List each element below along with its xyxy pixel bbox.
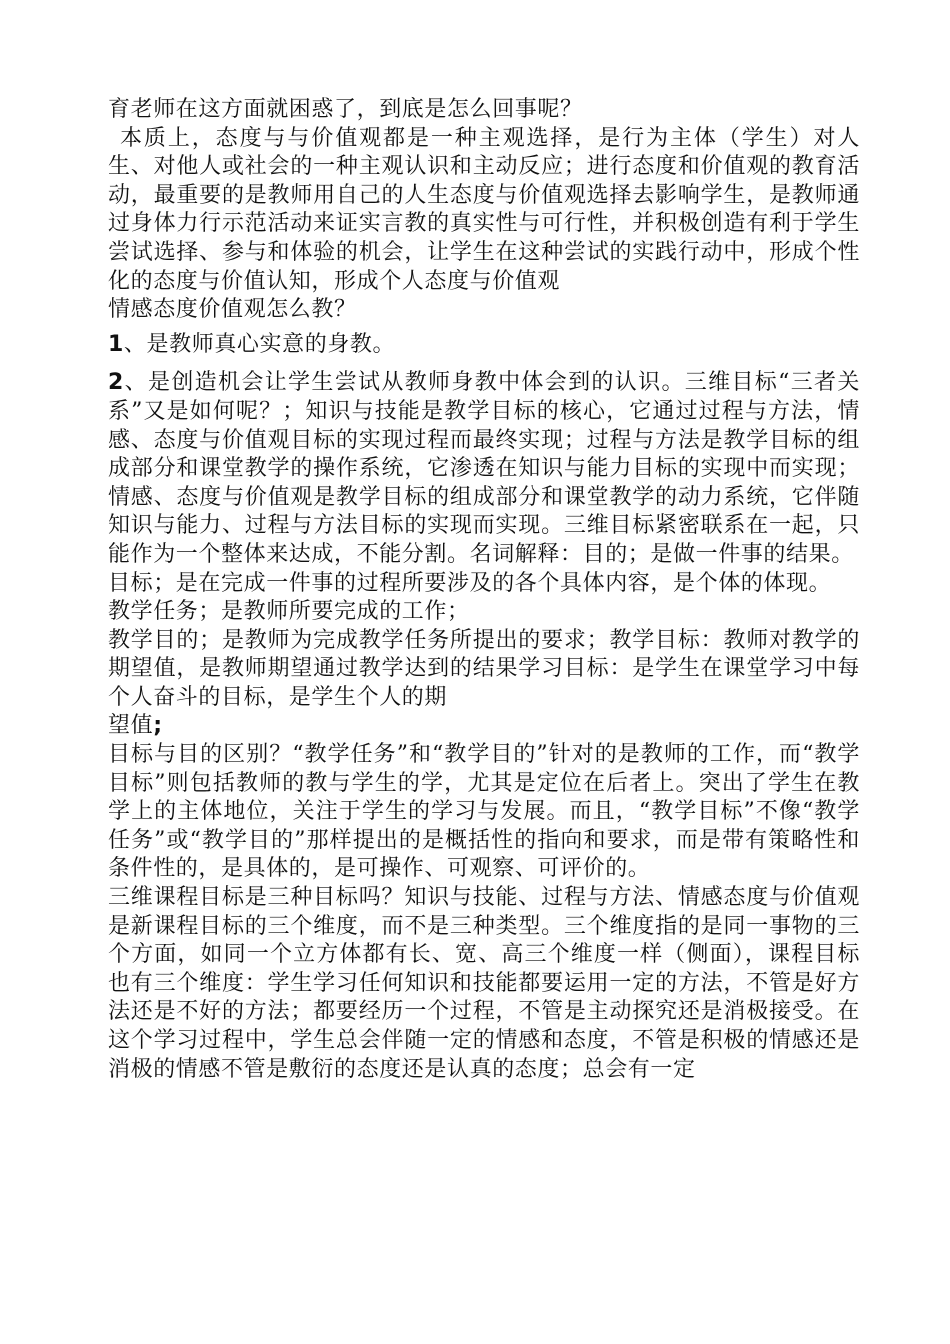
paragraph-three-dimensions: 三维课程目标是三种目标吗？知识与技能、过程与方法、情感态度与价值观是新课程目标的三个维度，而不是三种类型。三个维度指的是同一事物的三个方面，如同一个立方体都有长、宽、高三个维度一样（侧面），课程目标也有三个维度：学生学习任何知识和技能都要运用一定的方法，不管是好方法还是不好的方法；都要经历一个过程，不管是主动探究还是消极接受。在这个学习过程中，学生总会伴随一定的情感和态度，不管是积极的情感还是消极的情感不管是敷衍的态度还是认真的态度；总会有一定 [108, 885, 860, 1082]
list-item-2-text: 、是创造机会让学生尝试从教师身教中体会到的认识。三维目标“三者关系”又是如何呢？；知识与技能是教学目标的核心，它通过过程与方法，情感、态度与价值观目标的实现过程而最终实现；过程与方法是教学目标的组成部分和课堂教学的操作系统，它渗透在知识与能力目标的实现中而实现；情感、态度与价值观是教学目标的组成部分和课堂教学的动力系统，它伴随知识与能力、过程与方法目标的实现而实现。三维目标紧密联系在一起，只能作为一个整体来达成，不能分割。名词解释：目的；是做一件事的结果。 [108, 370, 860, 567]
expectation-text: 望值 [108, 713, 154, 739]
list-item-1-text: 、是教师真心实意的身教。 [123, 331, 396, 357]
paragraph-intro-tail: 育老师在这方面就困惑了，到底是怎么回事呢？ [108, 97, 583, 122]
list-item-1 [108, 331, 860, 360]
paragraph-expectation [108, 712, 860, 741]
heading-how-to-teach: 情感态度价值观怎么教？ [108, 297, 357, 323]
expectation-semicolon: ; [153, 713, 163, 739]
paragraph-essence: 本质上，态度与与价值观都是一种主观选择，是行为主体（学生）对人生、对他人或社会的一种主观认识和主动反应；进行态度和价值观的教育活动，最重要的是教师用自己的人生态度与价值观选择去影响学生，是教师通过身体力行示范活动来证实言教的真实性与可行性，并积极创造有利于学生尝试选择、参与和体验的机会，让学生在这种尝试的实践行动中，形成个性化的态度与价值认知，形成个人态度与价值观 [108, 125, 860, 294]
paragraph-goal-definition: 目标；是在完成一件事的过程所要涉及的各个具体内容，是个体的体现。 [108, 570, 832, 596]
paragraph-teaching-purpose: 教学目的；是教师为完成教学任务所提出的要求；教学目标：教师对教学的期望值，是教师期望通过教学达到的结果学习目标：是学生在课堂学习中每个人奋斗的目标，是学生个人的期 [108, 627, 860, 710]
paragraph-goal-vs-purpose: 目标与目的区别？“教学任务”和“教学目的”针对的是教师的工作，而“教学目标”则包括教师的教与学生的学，尤其是定位在后者上。突出了学生在教学上的主体地位，关注于学生的学习与发展。而且，“教学目标”不像“教学任务”或“教学目的”那样提出的是概括性的指向和要求，而是带有策略性和条件性的，是具体的，是可操作、可观察、可评价的。 [108, 742, 860, 882]
list-item-2-number: 2 [108, 370, 124, 396]
list-item-1-number: 1 [108, 331, 124, 357]
paragraph-teaching-task: 教学任务；是教师所要完成的工作； [108, 599, 470, 625]
list-item-2 [108, 369, 860, 569]
